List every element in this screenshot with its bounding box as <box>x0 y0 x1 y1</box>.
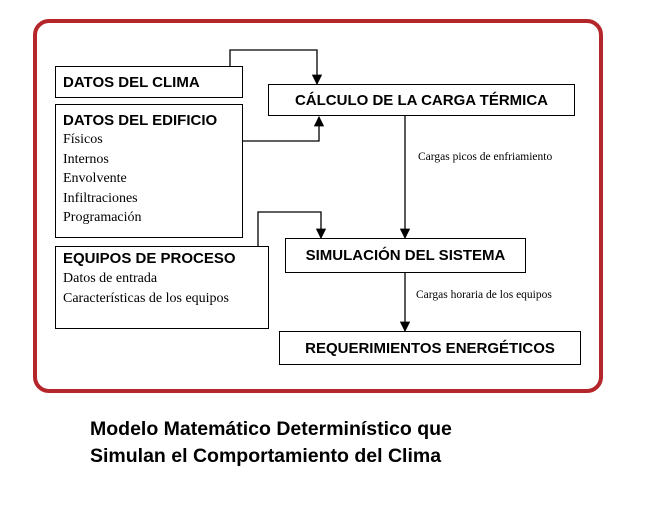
node-equipos-proceso <box>55 246 269 329</box>
node-calculo-carga-title: CÁLCULO DE LA CARGA TÉRMICA <box>294 91 549 109</box>
node-datos-clima <box>55 66 243 98</box>
arrow-clima-to-calculo <box>230 50 317 84</box>
caption-line-2: Simulan el Comportamiento del Clima <box>90 445 442 467</box>
node-requerimientos-title: REQUERIMIENTOS ENERGÉTICOS <box>305 339 555 357</box>
node-datos-edificio-item: Programación <box>63 210 142 225</box>
node-equipos-proceso-title: EQUIPOS DE PROCESO <box>63 250 236 267</box>
node-equipos-proceso-item: Datos de entrada <box>63 271 158 286</box>
node-simulacion <box>285 238 526 273</box>
diagram-caption <box>90 416 452 470</box>
node-equipos-proceso-item: Características de los equipos <box>63 290 230 306</box>
node-datos-edificio <box>55 104 243 238</box>
node-simulacion-title: SIMULACIÓN DEL SISTEMA <box>305 247 506 264</box>
caption-line-1: Modelo Matemático Determinístico que <box>90 418 452 440</box>
node-datos-edificio-item: Internos <box>63 151 109 167</box>
node-datos-edificio-item: Envolvente <box>63 171 127 186</box>
node-calculo-carga <box>268 84 575 116</box>
arrow-edificio-to-calculo <box>242 117 319 141</box>
edge-label-cargas-picos: Cargas picos de enfriamiento <box>418 151 553 163</box>
node-datos-edificio-item: Físicos <box>63 132 103 147</box>
node-datos-edificio-item: Infiltraciones <box>63 190 138 206</box>
edge-label-cargas-horaria: Cargas horaria de los equipos <box>416 289 552 301</box>
node-datos-clima-title: DATOS DEL CLIMA <box>63 73 200 91</box>
node-datos-edificio-title: DATOS DEL EDIFICIO <box>63 112 218 129</box>
node-requerimientos <box>279 331 581 365</box>
